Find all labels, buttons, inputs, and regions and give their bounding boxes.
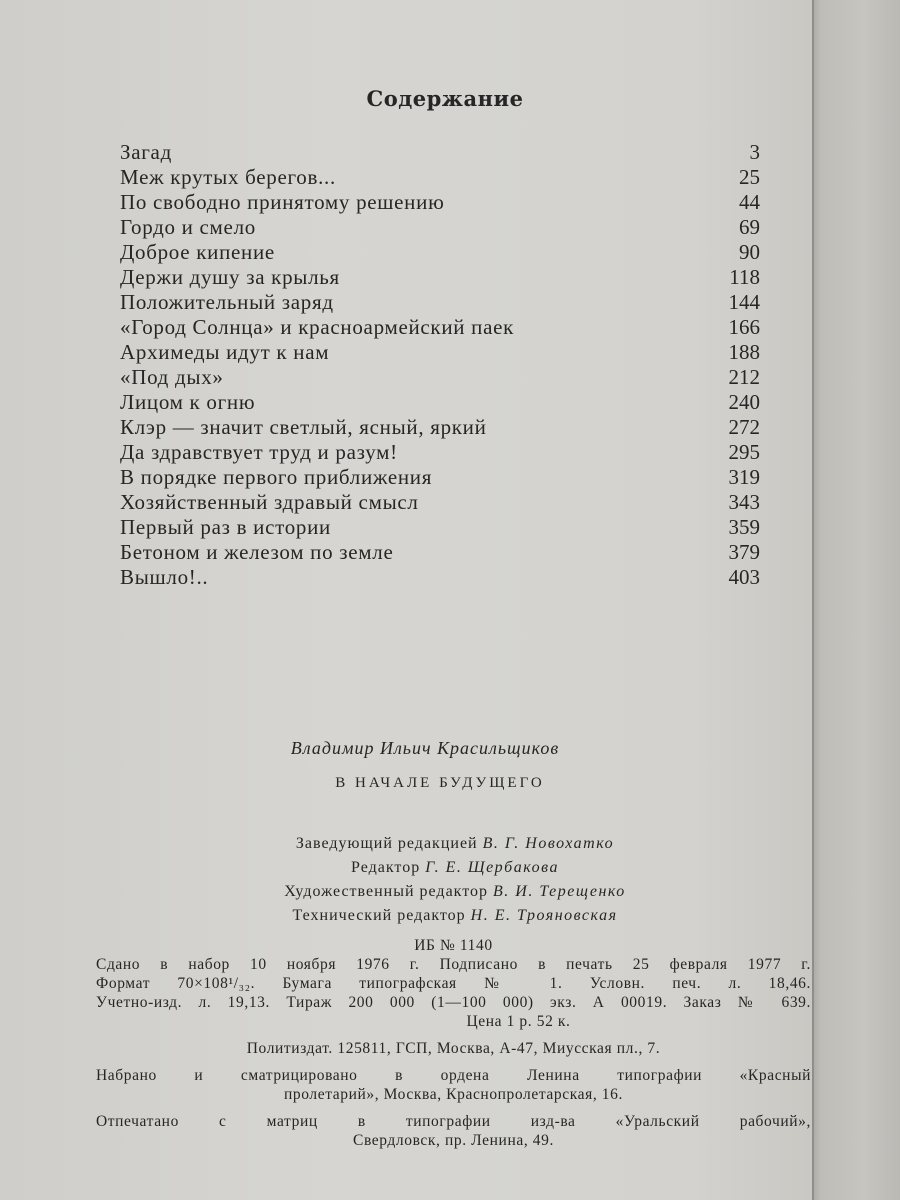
toc-entry-page: 69 [739,215,760,239]
toc-entry-title: Гордо и смело [120,215,256,239]
toc-entry [120,315,760,340]
toc-entry-page: 343 [728,490,760,514]
toc-entry-page: 212 [728,365,760,389]
toc-entry [120,240,760,265]
toc-entry-page: 188 [728,340,760,364]
staff-name: Н. Е. Трояновская [470,907,618,924]
toc-entry [120,265,760,290]
toc-entry [120,165,760,190]
toc-entry-title: «Под дых» [120,365,224,389]
typeset-line: Набрано и сматрицировано в ордена Ленина типографии «Красный [96,1067,811,1084]
toc-entry [120,490,760,515]
price: Цена 1 р. 52 к. [466,1013,571,1030]
toc-entry-page: 319 [728,465,760,489]
toc-entry-page: 403 [728,565,760,589]
toc-entry-page: 25 [739,165,760,189]
print-line: Сдано в набор 10 ноября 1976 г. Подписано в печать 25 февраля 1977 г. [96,956,811,973]
toc-entry-title: Положительный заряд [120,290,334,314]
staff-name: Г. Е. Щербакова [425,859,559,876]
toc-entry [120,440,760,465]
toc-entry-page: 359 [728,515,760,539]
staff-name: В. И. Терещенко [493,883,626,900]
imprint [96,936,811,1150]
toc-entry-title: Доброе кипение [120,240,275,264]
table-of-contents [120,140,760,590]
toc-entry-title: Клэр — значит светлый, ясный, яркий [120,415,487,439]
toc-entry-title: В порядке первого приближения [120,465,433,489]
toc-entry [120,290,760,315]
toc-entry-page: 295 [728,440,760,464]
toc-entry-page: 44 [739,190,760,214]
editorial-staff [0,832,900,928]
staff-row [0,856,900,880]
toc-entry-title: Загад [120,140,172,164]
toc-entry-page: 379 [728,540,760,564]
toc-entry-title: Держи душу за крылья [120,265,340,289]
printed-line: Свердловск, пр. Ленина, 49. [353,1132,554,1149]
toc-entry-title: Да здравствует труд и разум! [120,440,398,464]
toc-entry-title: По свободно принятому решению [120,190,445,214]
staff-row [0,832,900,856]
publisher-address: Политиздат. 125811, ГСП, Москва, А-47, Миусская пл., 7. [246,1040,661,1057]
toc-entry-title: Архимеды идут к нам [120,340,330,364]
toc-entry-title: Первый раз в истории [120,515,331,539]
toc-entry [120,390,760,415]
author-name: Владимир Ильич Красильщиков [290,738,560,758]
toc-entry [120,540,760,565]
book-title: В НАЧАЛЕ БУДУЩЕГО [335,775,545,791]
ib-number: ИБ № 1140 [414,937,493,954]
toc-entry-title: «Город Солнца» и красноармейский паек [120,315,515,339]
staff-role: Заведующий редакцией [295,835,478,852]
staff-name: В. Г. Новохатко [482,835,615,852]
toc-entry-title: Меж крутых берегов... [120,165,336,189]
toc-entry [120,365,760,390]
printed-line: Отпечатано с матриц в типографии изд-ва «Уральский рабочий», [96,1113,811,1130]
toc-entry [120,190,760,215]
page-edge [812,0,900,1200]
toc-title: Содержание [366,86,524,111]
toc-entry-page: 118 [729,265,760,289]
toc-entry [120,515,760,540]
print-line: Формат 70×108¹/₃₂. Бумага типографская № 1. Условн. печ. л. 18,46. [96,975,811,992]
toc-entry-page: 90 [739,240,760,264]
staff-row [0,904,900,928]
toc-entry [120,565,760,590]
staff-role: Технический редактор [292,907,466,924]
toc-entry [120,140,760,165]
toc-entry-title: Лицом к огню [120,390,256,414]
page-fold-line [812,0,814,1200]
toc-entry [120,215,760,240]
typeset-line: пролетарий», Москва, Краснопролетарская, 16. [284,1086,623,1103]
print-line: Учетно-изд. л. 19,13. Тираж 200 000 (1—100 000) экз. А 00019. Заказ № 639. [96,994,811,1011]
staff-row [0,880,900,904]
toc-entry-title: Хозяйственный здравый смысл [120,490,419,514]
toc-entry-page: 144 [728,290,760,314]
staff-role: Редактор [351,859,421,876]
toc-entry-page: 3 [749,140,760,164]
toc-entry [120,340,760,365]
toc-entry [120,415,760,440]
staff-role: Художественный редактор [284,883,489,900]
toc-entry-page: 240 [728,390,760,414]
toc-entry-page: 272 [728,415,760,439]
toc-entry-page: 166 [728,315,760,339]
toc-entry [120,465,760,490]
toc-entry-title: Бетоном и железом по земле [120,540,394,564]
toc-entry-title: Вышло!.. [120,565,209,589]
